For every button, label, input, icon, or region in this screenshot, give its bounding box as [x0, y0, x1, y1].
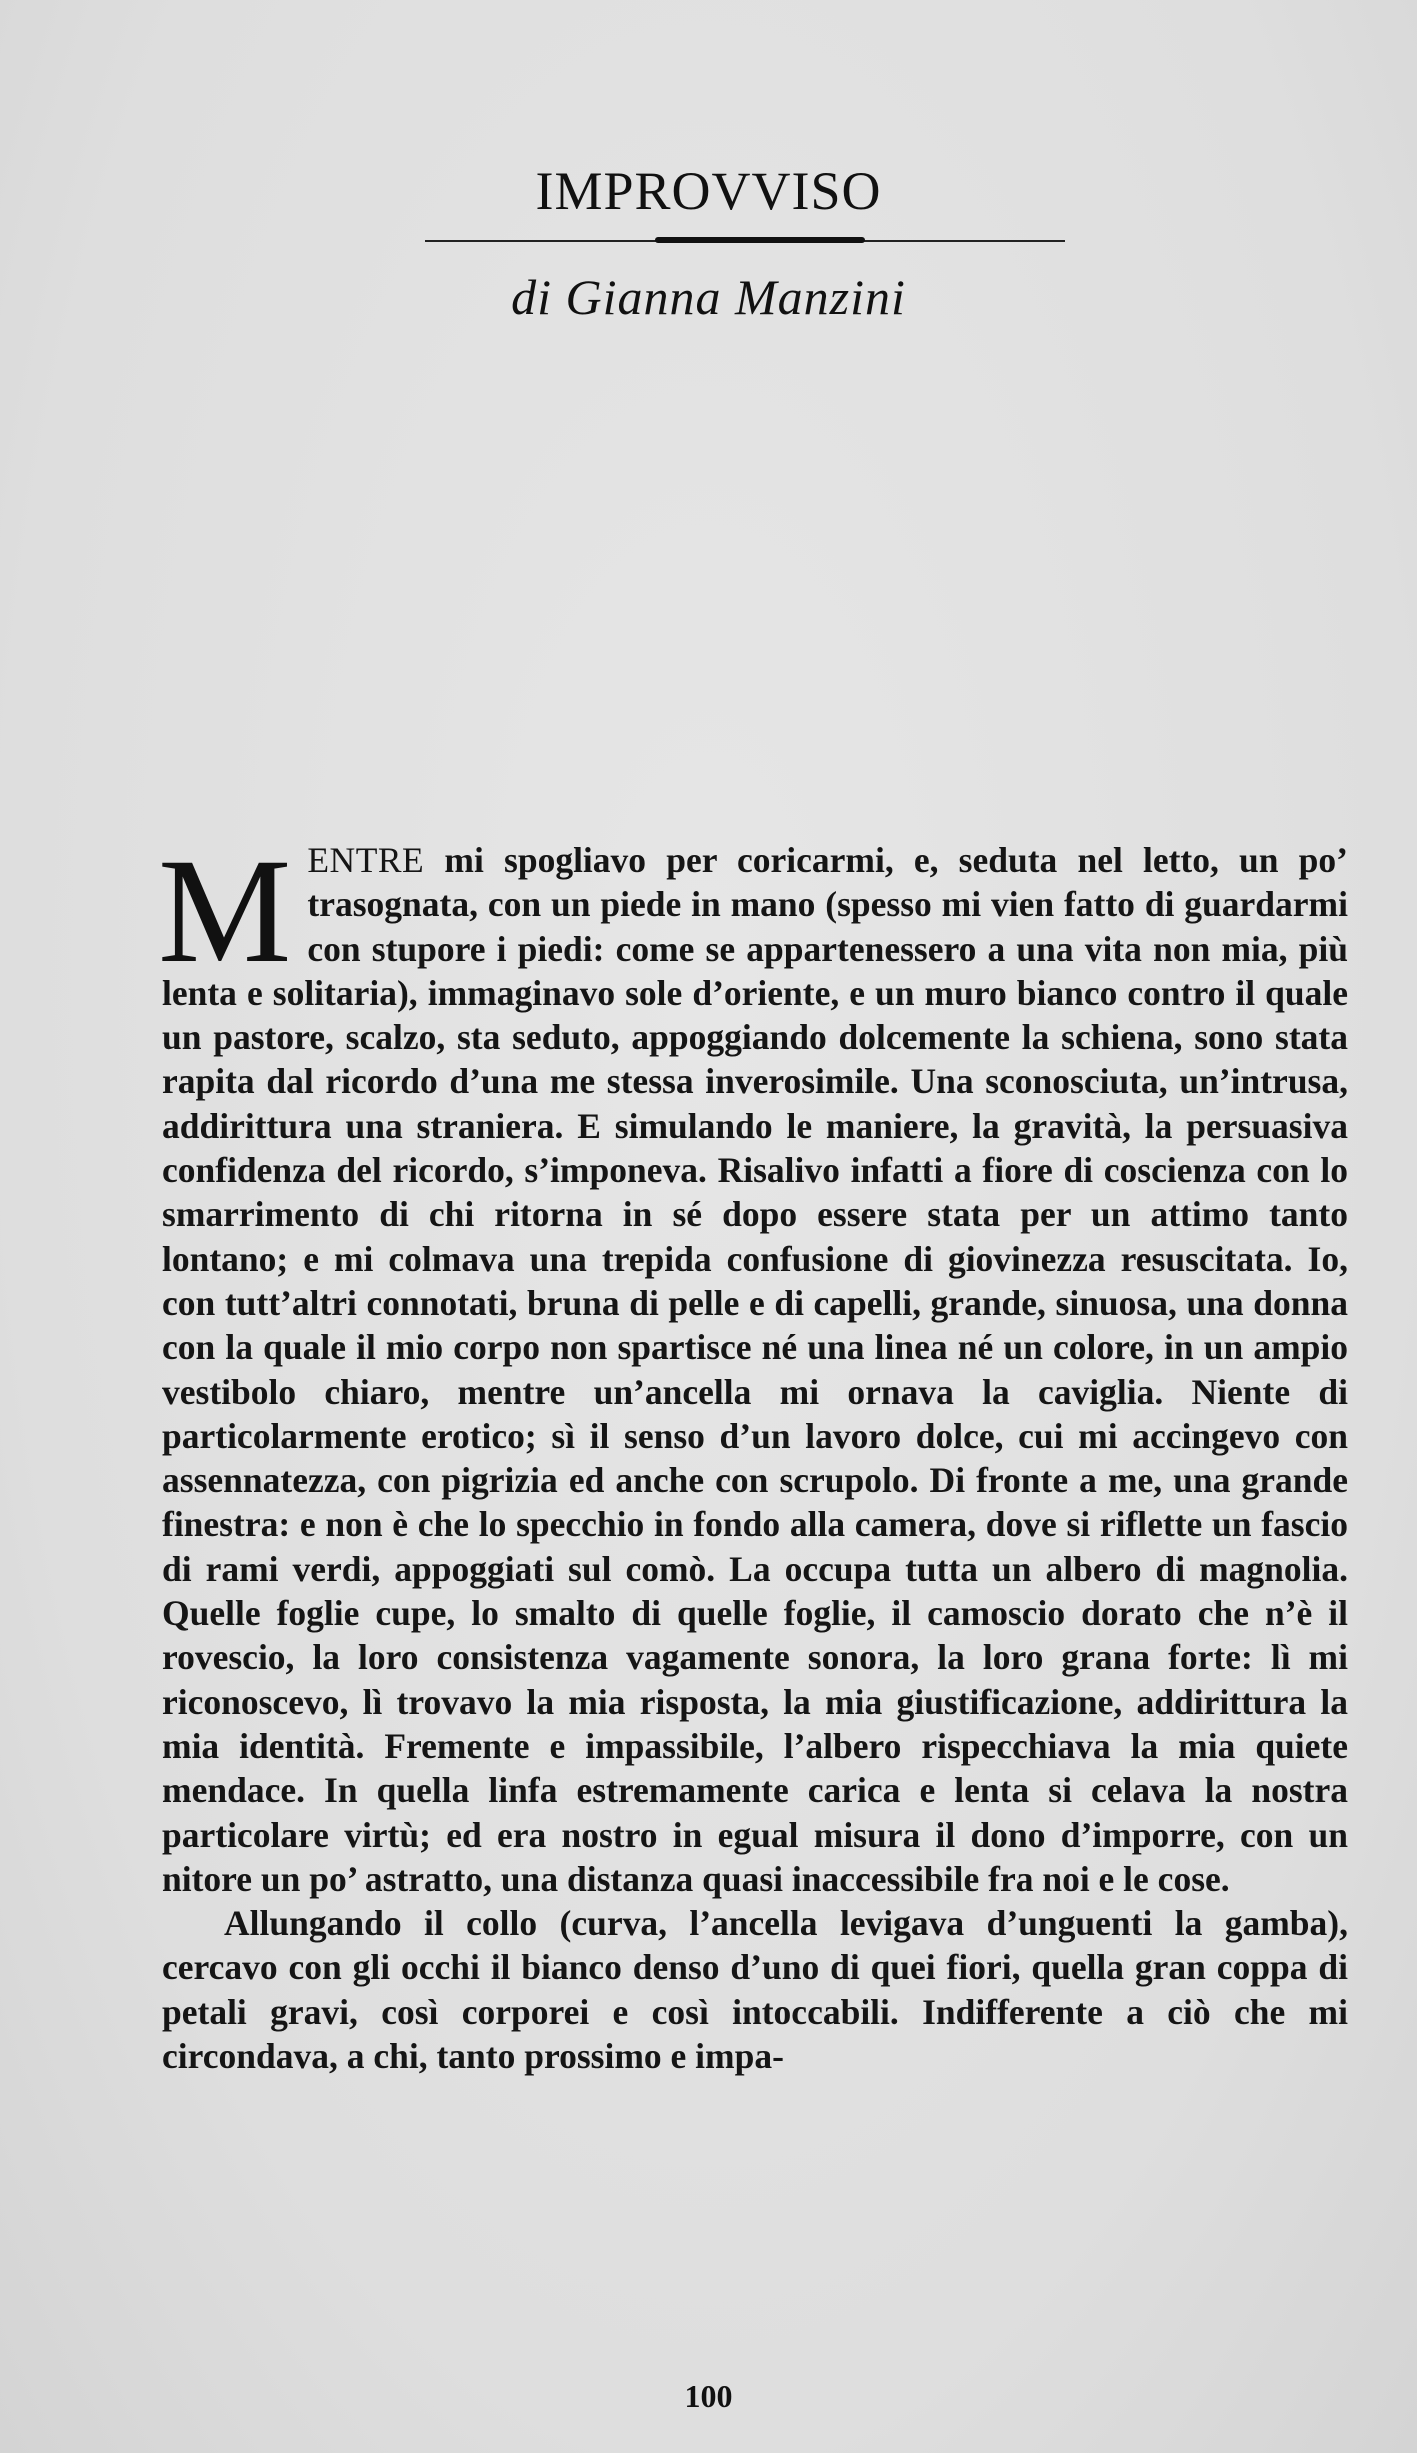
- opening-word: ENTRE: [307, 840, 425, 880]
- paragraph: [158, 828, 1348, 1901]
- paragraph-text: mi spogliavo per coricarmi, e, seduta nel letto, un po’ trasognata, con un piede in mano (spesso mi vien fatto di guardarmi con stupore i piedi: come se appartenessero a una vita non mia, più lenta e solitaria), immaginavo sole d’oriente, e un muro bianco contro il quale un pastore, scalzo, sta seduto, appoggiando dolcemente la schiena, sono stata rapita dal ricordo d’una me stessa inverosimile. Una sconosciuta, un’intrusa, addirittura una straniera. E simulando le maniere, la gravità, la persuasiva confidenza del ricordo, s’imponeva. Risalivo infatti a fiore di coscienza con lo smarrimento di chi ritorna in sé dopo essere stata per un attimo tanto lontano; e mi colmava una trepida confusione di giovinezza resuscitata. Io, con tutt’altri connotati, bruna di pelle e di capelli, grande, sinuosa, una donna con la quale il mio corpo non spartisce né una linea né un colore, in un ampio vestibolo chiaro, mentre un’ancella mi ornava la caviglia. Niente di particolarmente erotico; sì il senso d’un lavoro dolce, cui mi accingevo con assennatezza, con pigrizia ed anche con scrupolo. Di fronte a me, una grande finestra: e non è che lo specchio in fondo alla camera, dove si riflette un fascio di rami verdi, appoggiati sul comò. La occupa tutta un albero di magnolia. Quelle foglie cupe, lo smalto di quelle foglie, il camoscio dorato che n’è il rovescio, la loro consistenza vagamente sonora, la loro grana forte: lì mi riconoscevo, lì trovavo la mia risposta, la mia giustificazione, addirittura la mia identità. Fremente e impassibile, l’albero rispecchiava la mia quiete mendace. In quella linfa estremamente carica e lenta si celava la nostra particolare virtù; ed era nostro in egual misura il dono d’imporre, con un nitore un po’ astratto, una distanza quasi inaccessibile fra noi e le cose.: [162, 840, 1348, 1899]
- article-body: [158, 828, 1348, 2078]
- author-byline: di Gianna Manzini: [511, 269, 906, 325]
- story-title: IMPROVVISO: [535, 161, 882, 221]
- paragraph: Allungando il collo (curva, l’ancella levigava d’unguenti la gamba), cercavo con gli occhi il bianco denso d’uno di quei fiori, quella gran coppa di petali gravi, così corporei e così intoccabili. Indifferente a ciò che mi circondava, a chi, tanto prossimo e impa-: [162, 1903, 1348, 2077]
- page-number: 100: [684, 2378, 733, 2414]
- drop-cap: M: [158, 828, 292, 994]
- title-rule-ornament: [655, 237, 865, 243]
